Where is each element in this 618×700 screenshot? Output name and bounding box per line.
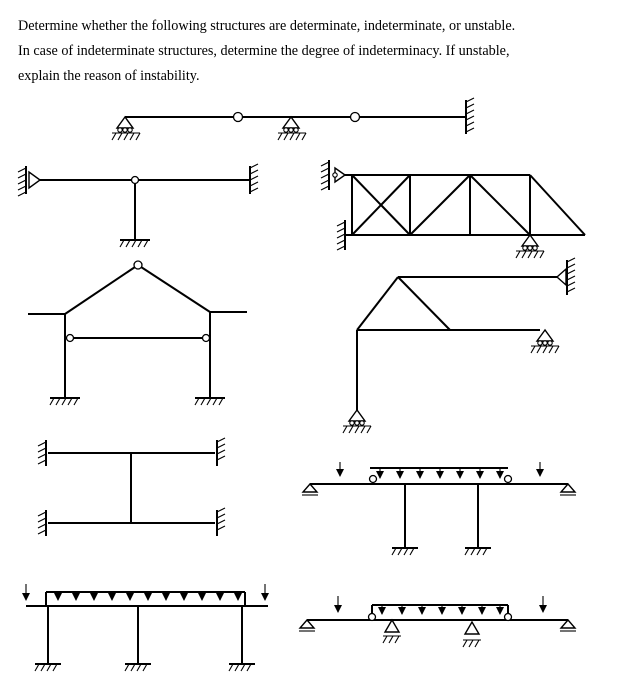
pin-support xyxy=(463,622,481,647)
fixed-support xyxy=(229,664,255,671)
structure-4-gable-frame xyxy=(28,261,247,405)
fixed-support xyxy=(217,508,225,536)
fixed-support xyxy=(50,398,80,405)
pin-support xyxy=(299,620,315,631)
problem-line-1: Determine whether the following structures are determinate, indeterminate, or unstable. xyxy=(18,18,516,34)
roller-support xyxy=(516,235,544,258)
roller-support xyxy=(278,117,306,140)
roller-support xyxy=(560,484,576,495)
structure-5-l-frame xyxy=(343,258,575,433)
structure-3-truss xyxy=(321,160,585,258)
pin-support xyxy=(321,160,345,190)
structure-9-beam-hinges xyxy=(299,596,576,647)
structure-8-beam-three-columns xyxy=(26,584,268,671)
structure-1-continuous-beam xyxy=(112,98,474,140)
fixed-support xyxy=(38,440,46,466)
problem-line-3: explain the reason of instability. xyxy=(18,68,200,84)
pin-support xyxy=(560,620,576,631)
roller-support xyxy=(343,410,371,433)
structure-2-t-frame xyxy=(18,164,258,247)
fixed-support xyxy=(38,510,46,536)
fixed-support xyxy=(466,98,474,134)
fixed-support xyxy=(35,664,61,671)
roller-support xyxy=(112,117,140,140)
roller-support xyxy=(531,330,559,353)
fixed-support xyxy=(195,398,225,405)
fixed-support xyxy=(217,438,225,466)
pin-support xyxy=(557,258,575,295)
fixed-support xyxy=(250,164,258,194)
roller-support xyxy=(302,484,318,495)
pin-support xyxy=(18,166,40,196)
fixed-support xyxy=(120,240,150,247)
fixed-support xyxy=(125,664,151,671)
pin-support xyxy=(383,620,401,643)
fixed-support xyxy=(392,548,418,555)
fixed-support xyxy=(465,548,491,555)
wall-support xyxy=(337,220,345,250)
problem-line-2: In case of indeterminate structures, determine the degree of indeterminacy. If unstable, xyxy=(18,43,510,59)
structure-6-h-frame xyxy=(38,438,225,536)
structure-7-beam-two-columns xyxy=(302,462,576,555)
